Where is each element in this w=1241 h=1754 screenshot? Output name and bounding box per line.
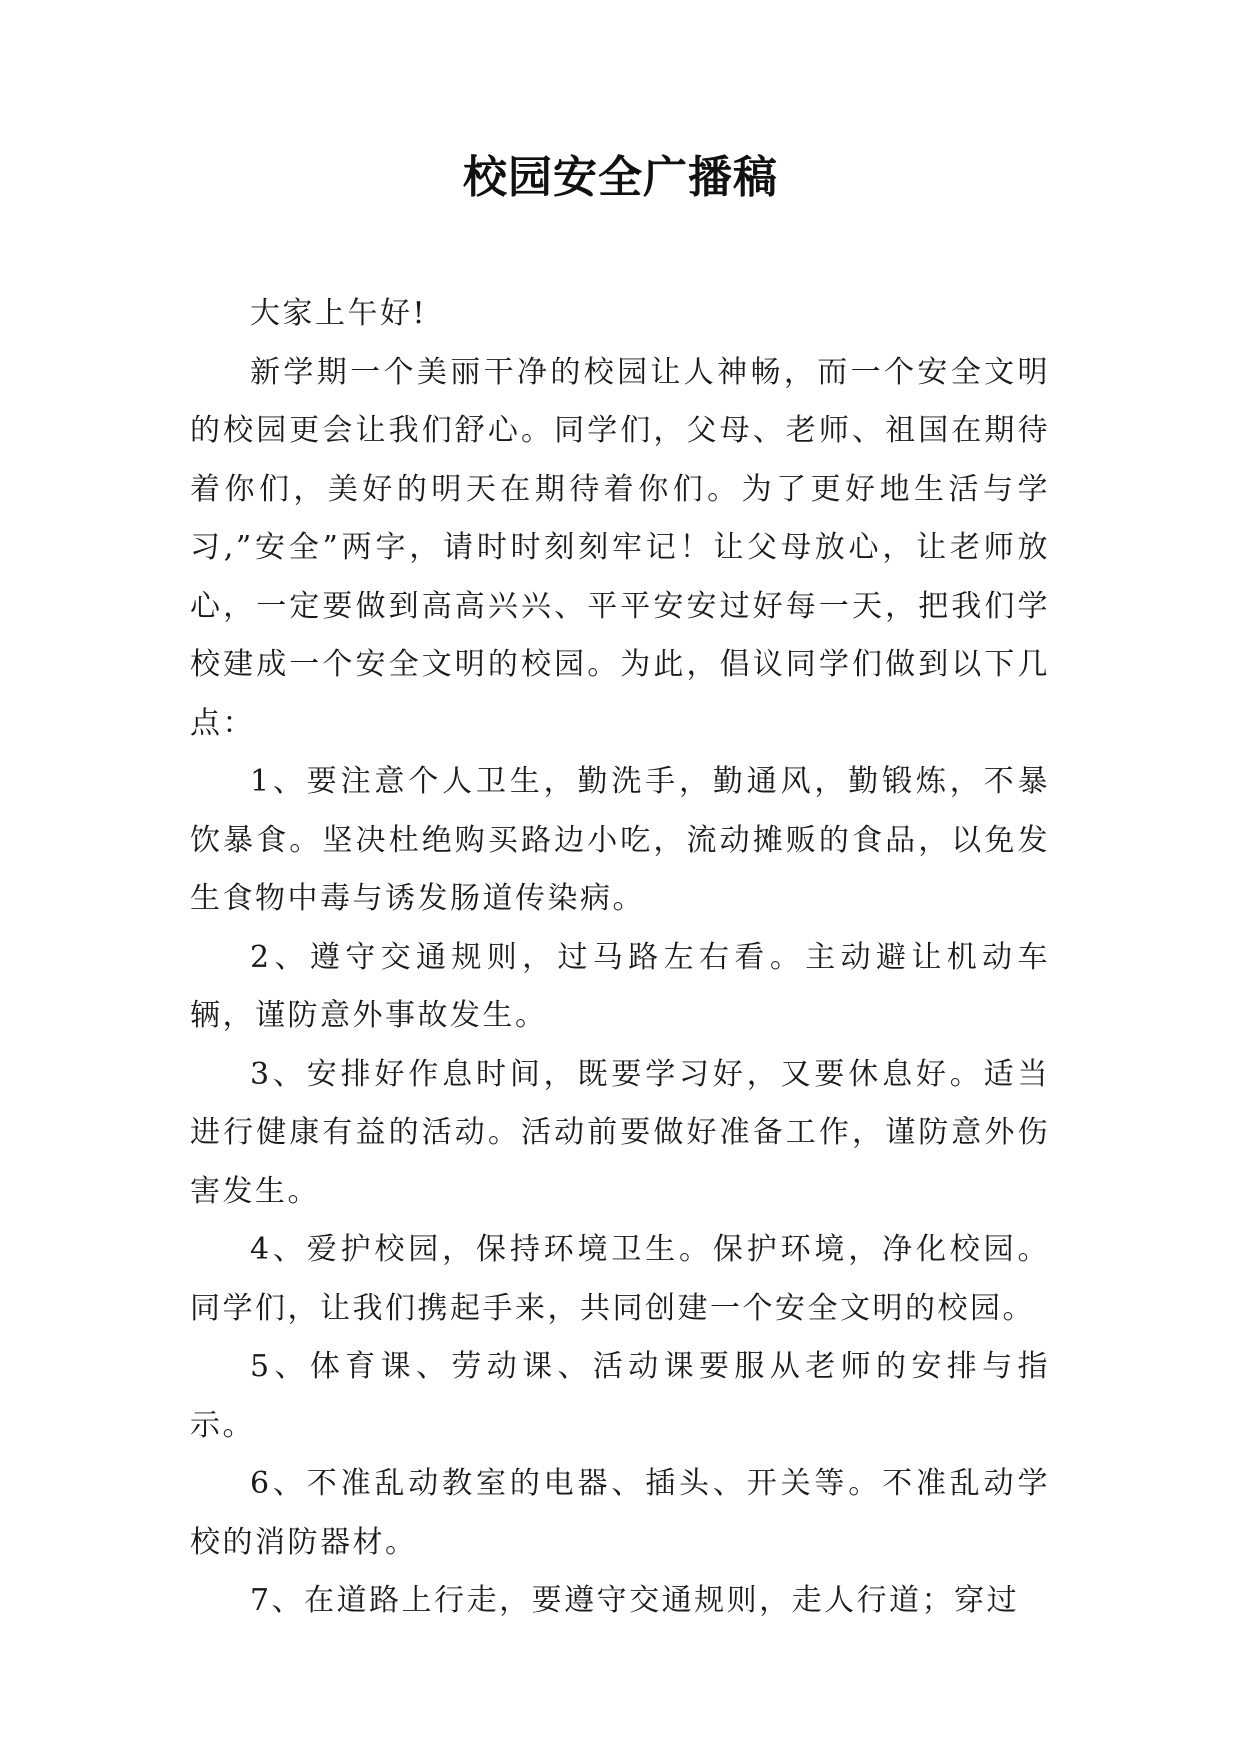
item-6-paragraph: 6、不准乱动教室的电器、插头、开关等。不准乱动学校的消防器材。 [190, 1466, 1050, 1560]
item-1-paragraph: 1、要注意个人卫生，勤洗手，勤通风，勤锻炼，不暴饮暴食。坚决杜绝购买路边小吃，流动摊贩的食品，以免发生食物中毒与诱发肠道传染病。 [190, 764, 1050, 916]
intro-paragraph: 新学期一个美丽干净的校园让人神畅，而一个安全文明的校园更会让我们舒心。同学们，父母、老师、祖国在期待着你们，美好的明天在期待着你们。为了更好地生活与学习,”安全”两字，请时时刻刻牢记！让父母放心，让老师放心，一定要做到高高兴兴、平平安安过好每一天，把我们学校建成一个安全文明的校园。为此，倡议同学们做到以下几点： [190, 354, 1050, 741]
item-7-paragraph: 7、在道路上行走，要遵守交通规则，走人行道；穿过 [250, 1583, 1020, 1618]
greeting-paragraph: 大家上午好! [250, 296, 428, 331]
document-body [190, 285, 1050, 1631]
item-2-paragraph: 2、遵守交通规则，过马路左右看。主动避让机动车辆，谨防意外事故发生。 [190, 939, 1050, 1033]
item-5-paragraph: 5、体育课、劳动课、活动课要服从老师的安排与指示。 [190, 1349, 1050, 1443]
item-3-paragraph: 3、安排好作息时间，既要学习好，又要休息好。适当进行健康有益的活动。活动前要做好准备工作，谨防意外伤害发生。 [190, 1056, 1050, 1209]
item-4-paragraph: 4、爱护校园，保持环境卫生。保护环境，净化校园。同学们，让我们携起手来，共同创建一个安全文明的校园。 [190, 1232, 1050, 1326]
document-title: 校园安全广播稿 [463, 152, 778, 203]
